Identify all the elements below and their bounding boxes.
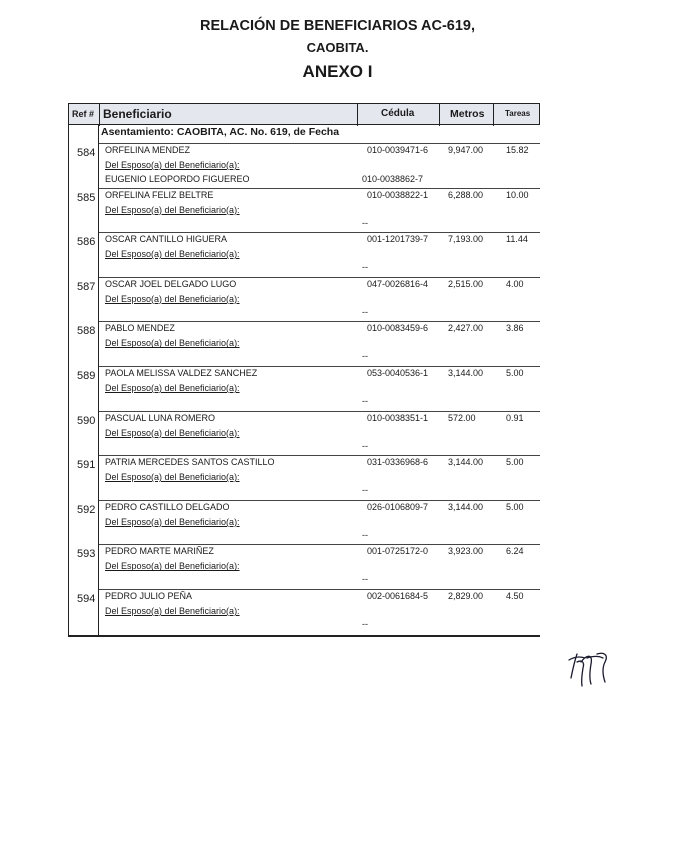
table-row — [68, 232, 540, 276]
beneficiaries-table — [68, 103, 540, 636]
beneficiary-name: PEDRO JULIO PEÑA — [105, 591, 193, 601]
tareas-value: 10.00 — [506, 189, 529, 200]
tareas-value: 6.24 — [506, 546, 524, 557]
cedula-value: 010-0083459-6 — [367, 323, 429, 334]
document-title: RELACIÓN DE BENEFICIARIOS AC-619, — [200, 18, 475, 34]
spouse-label: Del Esposo(a) del Beneficiario(a): — [105, 427, 240, 438]
metros-value: 3,144.00 — [448, 501, 484, 512]
annex-title: ANEXO I — [302, 62, 373, 81]
metros-value: 2,515.00 — [448, 278, 484, 289]
metros-value: 3,144.00 — [448, 457, 484, 468]
table-row — [68, 500, 540, 544]
spouse-cedula: -- — [362, 351, 368, 362]
spouse-label: Del Esposo(a) del Beneficiario(a): — [105, 160, 240, 170]
spouse-label: Del Esposo(a) del Beneficiario(a): — [105, 204, 240, 215]
spouse-name: EUGENIO LEOPORDO FIGUEREO — [105, 174, 250, 184]
cedula-value: 053-0040536-1 — [367, 368, 429, 378]
table-header — [68, 103, 540, 125]
header-cedula: Cédula — [381, 108, 415, 119]
row-separator — [99, 143, 540, 144]
metros-value: 7,193.00 — [448, 234, 484, 245]
cedula-value: 031-0336968-6 — [367, 457, 429, 468]
ref-number: 594 — [77, 593, 96, 605]
spouse-label: Del Esposo(a) del Beneficiario(a): — [105, 472, 240, 483]
metros-value: 2,427.00 — [448, 323, 484, 334]
spouse-label: Del Esposo(a) del Beneficiario(a): — [105, 516, 240, 527]
asentamiento-heading: Asentamiento: CAOBITA, AC. No. 619, de Fecha — [101, 126, 340, 138]
table-row — [68, 277, 540, 321]
spouse-label: Del Esposo(a) del Beneficiario(a): — [105, 606, 240, 616]
tareas-value: 0.91 — [506, 412, 524, 423]
header-divider — [439, 104, 440, 126]
beneficiary-name: ORFELINA FELIZ BELTRE — [105, 189, 214, 200]
document-subtitle: CAOBITA. — [306, 40, 369, 55]
tareas-value: 4.50 — [506, 591, 524, 601]
tareas-value: 5.00 — [506, 368, 524, 378]
row-separator — [99, 455, 540, 456]
cedula-value: 026-0106809-7 — [367, 501, 429, 512]
tareas-value: 5.00 — [506, 501, 524, 512]
ref-number: 593 — [77, 548, 96, 561]
metros-value: 3,923.00 — [448, 546, 484, 557]
tareas-value: 4.00 — [506, 278, 524, 289]
metros-value: 2,829.00 — [448, 591, 484, 601]
beneficiary-name: PABLO MENDEZ — [105, 323, 175, 334]
row-separator — [99, 277, 540, 278]
spouse-cedula: -- — [362, 619, 368, 629]
spouse-cedula: -- — [362, 529, 368, 540]
table-row — [68, 411, 540, 455]
ref-number: 587 — [77, 280, 96, 293]
metros-value: 3,144.00 — [448, 368, 484, 378]
header-divider — [99, 104, 100, 126]
row-separator — [99, 589, 540, 590]
ref-number: 585 — [77, 191, 96, 204]
row-separator — [99, 232, 540, 233]
table-row — [68, 589, 540, 633]
table-bottom-border — [68, 635, 540, 637]
spouse-label: Del Esposo(a) del Beneficiario(a): — [105, 338, 240, 349]
ref-number: 586 — [77, 236, 96, 249]
cedula-value: 010-0038351-1 — [367, 412, 429, 423]
spouse-cedula: -- — [362, 574, 368, 585]
tareas-value: 11.44 — [506, 234, 528, 245]
tareas-value: 5.00 — [506, 457, 524, 468]
spouse-label: Del Esposo(a) del Beneficiario(a): — [105, 383, 240, 393]
beneficiary-name: PEDRO CASTILLO DELGADO — [105, 501, 230, 512]
spouse-label: Del Esposo(a) del Beneficiario(a): — [105, 293, 240, 304]
ref-number: 592 — [77, 503, 96, 516]
metros-value: 572.00 — [448, 412, 476, 423]
ref-number: 589 — [77, 370, 96, 382]
spouse-cedula: 010-0038862-7 — [362, 174, 424, 184]
ref-number: 591 — [77, 459, 96, 472]
header-tareas: Tareas — [505, 109, 531, 118]
tareas-value: 15.82 — [506, 145, 529, 155]
beneficiary-name: PEDRO MARTE MARIÑEZ — [105, 546, 214, 557]
ref-number: 584 — [77, 147, 96, 159]
header-divider — [357, 104, 358, 126]
beneficiary-name: PASCUAL LUNA ROMERO — [105, 412, 216, 423]
cedula-value: 010-0039471-6 — [367, 145, 429, 155]
cedula-value: 010-0038822-1 — [367, 189, 429, 200]
row-separator — [99, 544, 540, 545]
spouse-label: Del Esposo(a) del Beneficiario(a): — [105, 249, 240, 260]
beneficiary-name: OSCAR JOEL DELGADO LUGO — [105, 278, 237, 289]
ref-number: 590 — [77, 414, 96, 427]
signature — [565, 648, 615, 688]
header-beneficiario: Beneficiario — [103, 107, 172, 121]
beneficiary-name: PAOLA MELISSA VALDEZ SANCHEZ — [105, 368, 258, 378]
header-divider — [493, 104, 494, 126]
ref-number: 588 — [77, 325, 96, 338]
spouse-cedula: -- — [362, 440, 368, 451]
header-metros: Metros — [450, 108, 485, 120]
table-row — [68, 544, 540, 588]
beneficiary-name: OSCAR CANTILLO HIGUERA — [105, 234, 228, 245]
spouse-cedula: -- — [362, 262, 368, 273]
table-row — [68, 143, 540, 187]
cedula-value: 001-0725172-0 — [367, 546, 429, 557]
header-ref: Ref # — [72, 109, 95, 119]
table-row — [68, 366, 540, 410]
cedula-value: 001-1201739-7 — [367, 234, 429, 245]
row-separator — [99, 411, 540, 412]
row-separator — [99, 321, 540, 322]
tareas-value: 3.86 — [506, 323, 524, 334]
spouse-cedula: -- — [362, 396, 368, 406]
table-row — [68, 321, 540, 365]
cedula-value: 002-0061684-5 — [367, 591, 429, 601]
spouse-cedula: -- — [362, 217, 368, 228]
spouse-label: Del Esposo(a) del Beneficiario(a): — [105, 561, 240, 572]
spouse-cedula: -- — [362, 306, 368, 317]
row-separator — [99, 500, 540, 501]
row-separator — [99, 188, 540, 189]
cedula-value: 047-0026816-4 — [367, 278, 429, 289]
spouse-cedula: -- — [362, 485, 368, 496]
beneficiary-name: ORFELINA MENDEZ — [105, 145, 191, 155]
metros-value: 6,288.00 — [448, 189, 484, 200]
row-separator — [99, 366, 540, 367]
table-row — [68, 455, 540, 499]
beneficiary-name: PATRIA MERCEDES SANTOS CASTILLO — [105, 457, 275, 468]
table-row — [68, 188, 540, 232]
metros-value: 9,947.00 — [448, 145, 484, 155]
